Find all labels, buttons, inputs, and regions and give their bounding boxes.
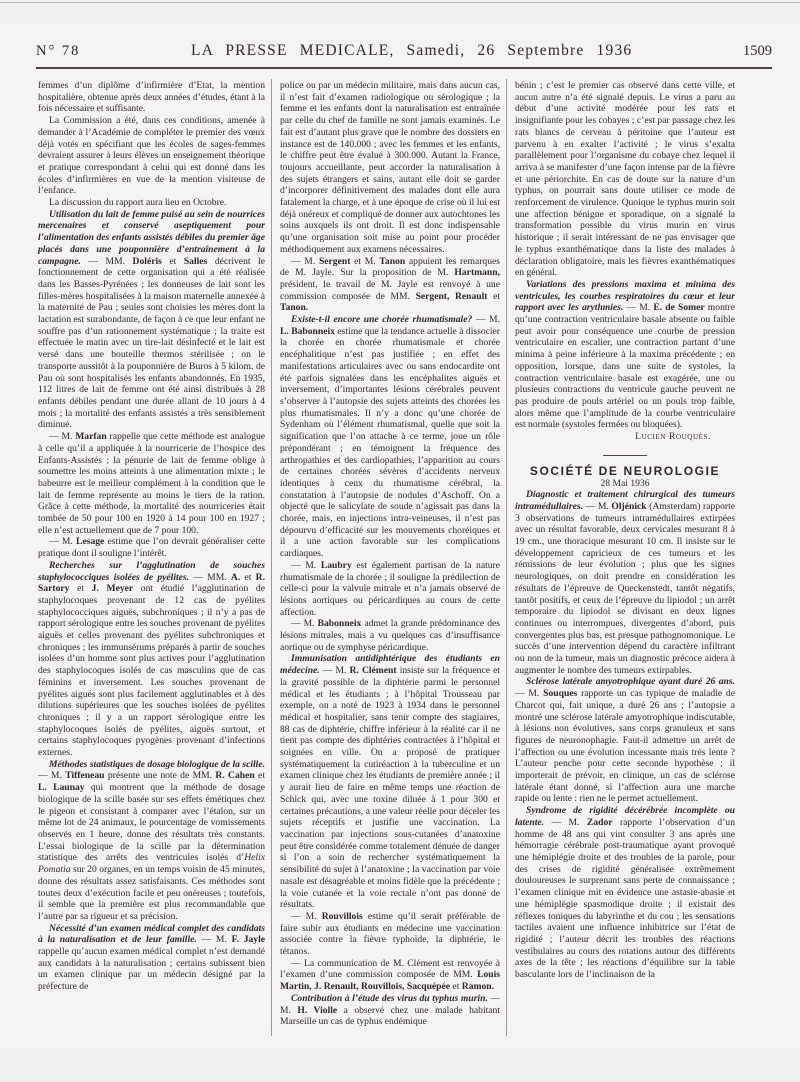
communication-title: Diagnostic et traitement chirurgical des tumeurs intramédullaires. xyxy=(515,489,735,512)
body-paragraph: — M. Rouvillois estime qu’il serait préférable de faire subir aux étudiants en médecine une vaccination associée contre la fièvre typhoïde, la diphtérie, le tétanos. xyxy=(280,910,500,958)
communication-entry: Contribution à l’étude des virus du typhus murin. — M. H. Violle a observé chez une malade habitant Marseille un cas de typhus endémique xyxy=(280,992,501,1028)
person-name: Laubry xyxy=(320,559,352,571)
signature xyxy=(515,431,735,443)
body-paragraph: police ou par un médecin militaire, mais dans aucun cas, il n’est fait d’examen radiologique ou sérologique ; la femme et les enfants dont la naturalisation est entraînée par celle du chef de famille ne sont jamais examinés. Le fait est d’autant plus grave que le nombre des dossiers en instance est de 140.000 ; avec les femmes et les enfants, le chiffre peut être évalué à 300.000. Autant la France, toujours accueillante, peut accorder la naturalisation à des sujets étrangers et sains, autant elle doit se garder d’incorporer définitivement des malades dont elle aura fatalement la charge, et à une époque de crise où il lui est déjà onéreux et compliqué de donner aux autochtones les soins auxquels ils ont droit. Il est donc indispensable qu’une organisation soit mise au point pour procéder méthodiquement aux examens nécessaires. xyxy=(280,80,500,255)
person-name: R. Cahen xyxy=(215,770,255,782)
person-name: Salles xyxy=(183,255,208,267)
communication-title: Méthodes statistiques de dosage biologique de la scille. xyxy=(49,758,265,770)
communication-entry: Recherches sur l’agglutination de souches staphylococciques isolées de pyélites. — MM. A. et R. Sartory et J. Meyer ont étudié l’agglutination de staphylocoques provenant de 12 cas de pyélites staphylococciques aiguës, subchroniques ; il n’y a pas de rapport sérologique entre les souches provenant de pyélites aiguës et celles provenant des pyélites subchroniques et chroniques ; les immunsérums préparés à partir de souches isolées d’un homme sont plus actives pour l’agglutination des staphylocoques isolés de cas masculins que de cas féminins et inversement. Les souches provenant de pyélites aiguës sont plus facilement agglutinables et à des dilutions supérieures que les souches isolées de pyélites chroniques ; il y a un rapport sérologique entre les staphylocoques isolés de pyélites, aiguës surtout, et certains staphylocoques pyogènes provenant d’infections externes. xyxy=(38,559,265,759)
person-name: Sergent xyxy=(318,255,351,267)
person-name: Marfan xyxy=(75,431,107,443)
society-heading: SOCIÉTÉ DE NEUROLOGIE xyxy=(529,463,721,478)
communication-title: Nécessité d’un examen médical complet des candidats à la naturalisation et de leur famille. xyxy=(38,922,265,946)
person-name: R. Clément xyxy=(349,665,397,677)
column-right xyxy=(506,79,741,1036)
signature-name: Lucien Rouquès. xyxy=(635,431,711,443)
person-name: L. Launay xyxy=(38,782,85,794)
communication-title: Sclérose latérale amyotrophique ayant duré 26 ans. xyxy=(526,676,735,688)
body-paragraph: bénin ; c’est le premier cas observé dans cette ville, et aucun autre n’a été signalé depuis. Le virus a paru au début d’une activité modérée pour les rats et insignifiante pour les cobayes ; c’est par passage chez les rats blancs de cerveau à péritoine que l’auteur est parvenu à en exalter l’activité ; le virus s’exalta parallèlement pour l’organisme du cobaye chez lequel il arriva à se manifester d’une façon intense par de la fièvre et une périorchite. En cas de doute sur la nature d’un typhus, on pourrait sans doute utiliser ce mode de renforcement de virulence. Quoique le typhus murin soit une affection bénigne et sporadique, on a signalé la transformation possible du virus murin en virus historique ; il serait intéressant de ne pas envisager que le typhus exanthématique dans la liste des malades à déclaration obligatoire, mais les fièvres exanthématiques en général. xyxy=(515,80,736,279)
session-date: 28 Mai 1936 xyxy=(600,477,650,489)
communication-entry: Nécessité d’un examen médical complet des candidats à la naturalisation et de leur famille. — M. F. Jayle rappelle qu’aucun examen médical complet n’est demandé aux candidats à la naturalisation ; certains subissent bien un examen clinique par un médecin désigné par la préfecture de xyxy=(38,922,266,993)
person-name: Tiffeneau xyxy=(65,770,105,782)
header-rule xyxy=(36,67,772,69)
communication-title: Existe-t-il encore une chorée rhumatismale? xyxy=(291,314,473,326)
person-name: Souques xyxy=(543,688,578,700)
person-name: Hartmann, xyxy=(454,267,500,279)
communication-title: Recherches sur l’agglutination de souches staphylococciques isolées de pyélites. xyxy=(38,559,265,583)
column-left xyxy=(36,79,271,1036)
person-name: E. de Somer xyxy=(653,302,705,314)
body-paragraph: La Commission a été, dans ces conditions, amenée à demander à l’Académie de compléter le premier des vœux déjà votés en spécifiant que les écoles de sages-femmes devraient assurer à leurs élèves un enseignement théorique et pratique correspondant à celui qui est donné dans les écoles d’infirmières en vue de la mention visiteuse de l’enfance. xyxy=(38,115,265,197)
page-header xyxy=(36,42,772,60)
body-paragraph: — M. Lesage estime que l’on devrait généraliser cette pratique dont il souligne l’intérêt. xyxy=(38,536,266,560)
person-name: H. Violle xyxy=(297,1004,338,1016)
person-name: Babonneix xyxy=(317,618,362,630)
body-paragraph: — La communication de M. Clément est renvoyée à l’examen d’une commission composée de MM. Louis Martin, J. Renault, Rouvillois, Sacquépée et Ramon. xyxy=(280,957,500,993)
body-paragraph: — M. Laubry est également partisan de la nature rhumatismale de la chorée ; il souligne la prédilection de celle-ci pour la valvule mitrale et n’a jamais observé de lésions aortiques ou péricardiques au cours de cette affection. xyxy=(280,559,500,618)
communication-entry: Diagnostic et traitement chirurgical des tumeurs intramédullaires. — M. Oljénick (Amsterdam) rapporte 3 observations de tumeurs intramédullaires extirpées avec un résultat favorable, deux cervicales mesurant 8 à 19 cm., une thoracique mesurant 10 cm. Il insiste sur le développement capricieux de ces tumeurs et les rémissions de leur évolution ; plus que les signes neurologiques, on doit prendre en considération les résultats de l’épreuve de Queckenstedt, tantôt négatifs, tantôt positifs, et ceux de l’épreuve du lipiodol ; un arrêt temporaire du lipiodol se divisant en deux lignes continues ou interrompues, divergentes d’abord, puis convergentes plus bas, est presque pathognomonique. Le succès d’une intervention dépend du caractère infiltrant ou non de la tumeur, mais un diagnostic précoce aidera à augmenter le nombre des tumeurs extirpables. xyxy=(515,489,735,676)
person-name: Oljénick xyxy=(611,500,647,512)
section-divider xyxy=(603,455,647,456)
communication-entry: Utilisation du lait de femme puisé au sein de nourrices mercenaires et conservé aseptiquement pour l’alimentation des enfants assistés débiles du premier âge placés dans une pouponnière d’entraînement à la campagne. — MM. Doléris et Salles décrivent le fonctionnement de cette organisation qui a été réalisée dans les Basses-Pyrénées ; les donneuses de lait sont les filles-mères hospitalisées à la maison maternelle annexée à la maternité de Pau ; seules sont choisies les mères dont la lactation est surabondante, de façon à ce que leur enfant ne souffre pas d’un rationnement systématique ; la traite est effectuée le matin avec un tire-lait désinfecté et le lait est versé dans une bouteille thermos stérilisée ; on le transporte aussitôt à la pouponnière de Buros à 5 kilom. de Pau où sont hospitalisés les enfants abandonnés. En 1935, 112 litres de lait de femme ont été ainsi distribués à 28 enfants débiles pendant une durée allant de 10 jours à 4 mois ; la mortalité des enfants assistés a très sensiblement diminué. xyxy=(38,208,265,431)
person-name: L. Babonneix xyxy=(280,325,335,337)
body-paragraph: — M. Babonneix admet la grande prédominance des lésions mitrales, mais a vu quelques cas d’insuffisance aortique ou de symphyse péricardique. xyxy=(280,618,500,653)
communication-title: Contribution à l’étude des virus du typhus murin. xyxy=(291,992,488,1004)
text-columns xyxy=(36,79,772,1036)
column-center xyxy=(271,79,506,1036)
person-name: A. xyxy=(230,571,241,583)
person-name: Rouvillois xyxy=(321,910,363,922)
person-name: F. Jayle xyxy=(231,934,266,946)
communication-title: Syndrome de rigidité décérébrée incomplète ou latente. xyxy=(515,805,735,828)
person-name: Tanon. xyxy=(280,302,309,314)
communication-entry: Variations des pressions maxima et minima des ventricules, les courbes respiratoires du cœur et leur rapport avec les arythmies. — M. E. de Somer montre qu’une contraction ventriculaire basale absente ou faible peut avoir pour conséquence une courbe de pression ventriculaire en escalier, une contraction partant d’une minima à peine inférieure à la maxima précédente ; en opposition, lorsque, dans une suite de systoles, la contraction ventriculaire basale est exagérée, une ou plusieurs contractions du ventricule gauche peuvent ne pas produire de pouls artériel ou un pouls trop faible, alors même que l’amplitude de la courbe ventriculaire est normale (systoles fermées ou bloquées). xyxy=(515,278,735,431)
communication-entry: Sclérose latérale amyotrophique ayant duré 26 ans. — M. Souques rapporte un cas typique de maladie de Charcot qui, fait unique, a duré 26 ans ; l’autopsie a montré une sclérose latérale amyotrophique indiscutable, à lésions non évolutives, sans corps granuleux et sans figures de neuronophagie. Faut-il admettre un arrêt de l’affection ou une évolution incessante mais très lente ? L’auteur penche pour cette seconde hypothèse ; il importerait de prévoir, en clinique, un cas de sclérose latérale étant donné, si l’affection aura une marche rapide ou lente : rien ne le permet actuellement. xyxy=(515,676,735,805)
communication-title: Immunisation antidiphtérique des étudiants en médecine. xyxy=(280,653,500,677)
body-paragraph: — M. Marfan rappelle que cette méthode est analogue à celle qu’il a appliquée à la nourricerie de l’hospice des Enfants-Assistés ; la pénurie de lait de femme oblige à soumettre les moins atteints à une alimentation mixte ; le babeurre est le meilleur complément à la condition que le lait de femme représente au moins le tiers de la ration. Grâce à cette méthode, la mortalité des nourriceries était tombée de 50 pour 100 en 1920 à 14 pour 100 en 1927 ; elle n’est actuellement que de 7 pour 100. xyxy=(38,431,266,536)
body-paragraph: — M. Sergent et M. Tanon appuient les remarques de M. Jayle. Sur la proposition de M. Hartmann, président, le travail de M. Jayle est renvoyé à une commission composée de MM. Sergent, Renault et Tanon. xyxy=(280,255,501,314)
body-paragraph: femmes d’un diplôme d’infirmière d’Etat, la mention hospitalière, obtenue après deux années d’études, étant à la fois nécessaire et suffisante. xyxy=(38,80,265,115)
person-name: Sergent, Renault xyxy=(415,290,488,302)
person-name: Tanon xyxy=(379,255,406,267)
journal-title: LA PRESSE MEDICALE, Samedi, 26 Septembre 1936 xyxy=(191,42,633,59)
communication-title: Variations des pressions maxima et minima des ventricules, les courbes respiratoires du cœur et leur rapport avec les arythmies. xyxy=(515,278,735,314)
person-name: Lesage xyxy=(76,536,105,548)
person-name: Zador xyxy=(586,816,613,828)
person-name: Louis Martin, J. Renault, Rouvillois, Sacquépée xyxy=(280,969,500,993)
person-name: Doléris xyxy=(132,255,162,267)
page-number: 1509 xyxy=(743,43,772,59)
body-paragraph: La discussion du rapport aura lieu en Octobre. xyxy=(49,197,227,209)
emphasis: Helix Pomatia xyxy=(38,852,265,876)
communication-title: Utilisation du lait de femme puisé au sein de nourrices mercenaires et conservé aseptiquement pour l’alimentation des enfants assistés débiles du premier âge placés dans une pouponnière d’entraînement à la campagne. xyxy=(38,208,265,267)
communication-entry: Syndrome de rigidité décérébrée incomplète ou latente. — M. Zador rapporte l’observation d’un homme de 48 ans qui vint consulter 3 ans après une hémorragie cérébrale post-traumatique ayant provoqué une hémiplégie droite et des troubles de la parole, pour des crises de rigidité généralisée extrêmement douloureuses le surprenant sans perte de connaissance ; l’examen clinique mit en évidence une astasie-abasie et une hémiplégie spasmodique droite ; il existait des réflexes toniques du labyrinthe et du cou ; les sensations tactiles avaient une influence inhibitrice sur l’état de rigidité ; l’auteur décrit les troubles des réactions vestibulaires au cours des rotations autour des différents axes de la tête ; les réactions d’équilibre sur la table basculante lors de l’inclinaison de la xyxy=(515,805,735,981)
person-name: Ramon. xyxy=(461,981,495,993)
issue-number: N° 78 xyxy=(36,43,81,59)
communication-entry: Méthodes statistiques de dosage biologique de la scille. — M. Tiffeneau présente une note de MM. R. Cahen et L. Launay qui montrent que la méthode de dosage biologique de la scille basée sur ses effets émétiques chez le pigeon et consistant à comparer avec l’étalon, sur un même lot de 24 animaux, le pourcentage de vomissements observés en 1 heure, donne des résultats très constants. L’essai biologique de la scille par la détermination statistique des arrêts des ventricules isolés d’Helix Pomatia sur 20 organes, en un temps voisin de 45 minutes, donne des résultats assez satisfaisants. Ces méthodes sont toutes deux d’exécution facile et peu onéreuses ; toutefois, il semble que la première est plus recommandable que l’autre par sa rigueur et sa précision. xyxy=(38,758,265,922)
communication-entry: Immunisation antidiphtérique des étudiants en médecine. — M. R. Clément insiste sur la fréquence et la gravité possible de la diphtérie parmi le personnel médical et les étudiants ; à l’hôpital Trousseau par exemple, on a noté de 1923 à 1934 dans le personnel médical et hospitalier, sans tenir compte des stagiaires, 88 cas de diphtérie, chiffre inférieur à la réalité car il ne tient pas compte des diphtéries contractées à l’hôpital et soignées en ville. On a proposé de pratiquer systématiquement la cutiréaction à la tuberculine et un examen clinique chez les étudiants de première année ; il y aurait lieu de faire en même temps une réaction de Schick qui, avec une toxine diluée à 1 pour 300 et certaines précautions, a une valeur réelle pour déceler les sujets réceptifs et justifie une vaccination. La vaccination par injections sous-cutanées d’anatoxine peut être considérée comme totalement dénuée de danger si l’on a soin de rechercher systématiquement la sensibilité du sujet à l’anatoxine ; la vaccination par voie nasale est désagréable et moins fidèle que la précédente ; la voie cutanée et la voie rectale n’ont pas donné de résultats. xyxy=(280,653,500,911)
person-name: R. Sartory xyxy=(38,571,265,595)
person-name: J. Meyer xyxy=(91,583,134,595)
communication-entry: Existe-t-il encore une chorée rhumatismale? — M. L. Babonneix estime que la tendance actuelle à dissocier la chorée en chorée rhumatismale et chorée encéphalitique n’est pas justifiée ; en effet des manifestations articulaires avec ou sans endocardite ont été parfois signalées dans les encéphalites aiguës et inversement, d’importantes lésions cérébrales peuvent s’observer à l’autopsie des sujets atteints des chorées les plus rhumatismales. Il n’y a donc qu’une chorée de Sydenham où l’élément rhumatismal, quelle que soit la signification que l’on attache à ce terme, joue un rôle prépondérant ; en témoignent la fréquence des arthropathies et des cardiopathies, l’apparition au cours de certaines chorées sévères d’accidents nerveux identiques à ceux du rhumatisme cérébral, la constatation à l’autopsie de nodules d’Aschoff. On a objecté que le salicylate de soude n’agissait pas dans la chorée, mais, en injections intra-veineuses, il n’est pas dépourvu d’efficacité sur les mouvements choréiques et il a une action favorable sur les complications cardiaques. xyxy=(280,314,501,560)
scan-edge xyxy=(0,2,800,3)
